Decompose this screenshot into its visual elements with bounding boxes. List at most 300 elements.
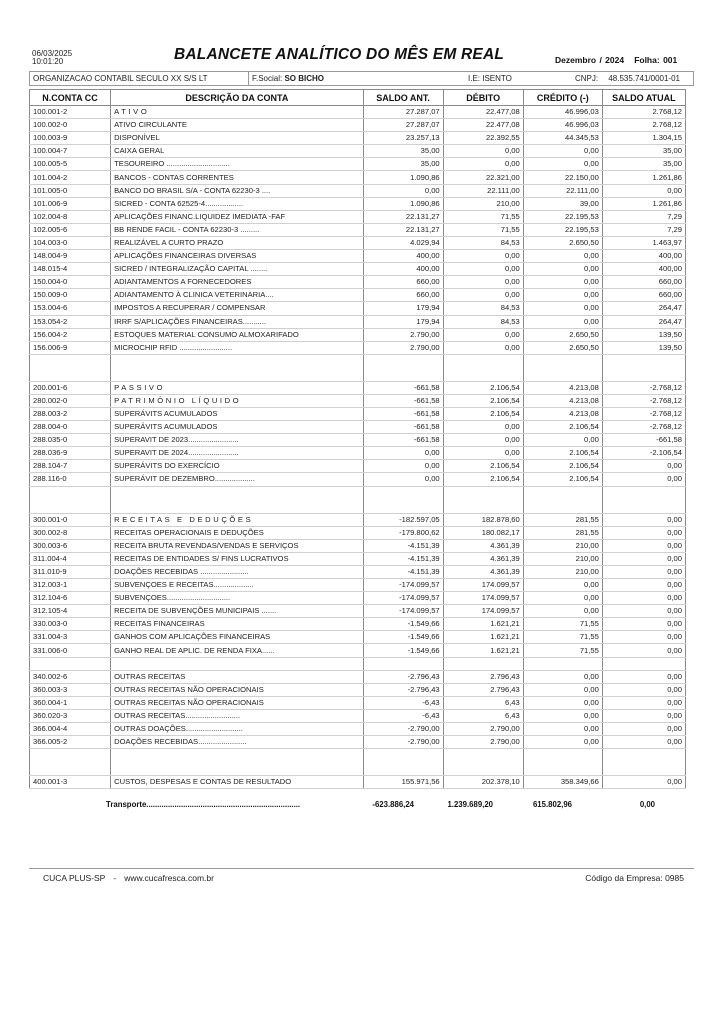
table-row (30, 158, 686, 171)
debit-cell: 174.099,57 (443, 592, 523, 605)
credit-cell: 39,00 (523, 197, 602, 210)
previous-balance-cell: 35,00 (363, 158, 443, 171)
credit-cell: 22.195,53 (523, 210, 602, 223)
current-balance-cell: 264,47 (602, 315, 685, 328)
account-cell: 311.004-4 (30, 552, 111, 565)
account-cell: 150.004-0 (30, 276, 111, 289)
current-balance-cell: 0,00 (602, 552, 685, 565)
table-row (30, 394, 686, 407)
debit-cell: 174.099,57 (443, 579, 523, 592)
account-cell: 102.004-8 (30, 210, 111, 223)
credit-cell: 0,00 (523, 722, 602, 735)
description-cell: OUTRAS RECEITAS.......................... (111, 709, 363, 722)
account-cell: 100.004-7 (30, 145, 111, 158)
credit-cell: 281,55 (523, 526, 602, 539)
previous-balance-cell: -661,58 (363, 421, 443, 434)
previous-balance-cell: 2.790,00 (363, 341, 443, 354)
table-row (30, 341, 686, 354)
description-cell: RECEITAS FINANCEIRAS (111, 618, 363, 631)
description-cell: SICRED / INTEGRALIZAÇÃO CAPITAL ........ (111, 263, 363, 276)
credit-cell: 2.106,54 (523, 460, 602, 473)
footer-company-code (585, 873, 684, 883)
debit-cell: 0,00 (443, 434, 523, 447)
previous-balance-cell: 0,00 (363, 447, 443, 460)
credit-cell: 0,00 (523, 263, 602, 276)
previous-balance-cell: 0,00 (363, 184, 443, 197)
debit-cell: 2.106,54 (443, 381, 523, 394)
table-row (30, 106, 686, 119)
current-balance-cell: 0,00 (602, 184, 685, 197)
credit-cell: 4.213,08 (523, 407, 602, 420)
spacer-cell (30, 354, 111, 381)
spacer-cell (523, 657, 602, 670)
account-cell: 331.006-0 (30, 644, 111, 657)
state-registration: I.E: ISENTO (468, 74, 512, 83)
credit-cell: 2.650,50 (523, 341, 602, 354)
description-cell: RECEITA BRUTA REVENDAS/VENDAS E SERVIÇOS (111, 539, 363, 552)
spacer-cell (363, 486, 443, 513)
previous-balance-cell: 4.029,94 (363, 236, 443, 249)
debit-cell: 2.790,00 (443, 736, 523, 749)
debit-cell: 6,43 (443, 696, 523, 709)
table-body (30, 106, 686, 789)
report-date: 06/03/2025 (32, 49, 73, 58)
debit-cell: 0,00 (443, 263, 523, 276)
credit-cell: 0,00 (523, 158, 602, 171)
previous-balance-cell: -2.790,00 (363, 736, 443, 749)
previous-balance-cell: 1.090,86 (363, 197, 443, 210)
account-cell: 300.003-6 (30, 539, 111, 552)
previous-balance-cell: -4.151,39 (363, 552, 443, 565)
account-cell: 400.001-3 (30, 776, 111, 789)
credit-cell: 0,00 (523, 434, 602, 447)
description-cell: APLICAÇÕES FINANCEIRAS DIVERSAS (111, 250, 363, 263)
debit-cell: 0,00 (443, 328, 523, 341)
current-balance-cell: 35,00 (602, 158, 685, 171)
debit-cell: 174.099,57 (443, 605, 523, 618)
table-row (30, 407, 686, 420)
spacer-cell (602, 749, 685, 776)
account-cell: 331.004-3 (30, 631, 111, 644)
current-balance-cell: 7,29 (602, 210, 685, 223)
previous-balance-cell: 179,94 (363, 302, 443, 315)
report-time: 10:01:20 (32, 57, 64, 66)
spacer-cell (443, 354, 523, 381)
credit-cell: 2.106,54 (523, 447, 602, 460)
column-header-credit: CRÉDITO (-) (523, 90, 602, 106)
account-cell: 100.003-9 (30, 132, 111, 145)
column-header-previous-balance: SALDO ANT. (363, 90, 443, 106)
table-row (30, 776, 686, 789)
current-balance-cell: 35,00 (602, 145, 685, 158)
credit-cell: 22.150,00 (523, 171, 602, 184)
debit-cell: 84,53 (443, 236, 523, 249)
description-cell: ESTOQUES MATERIAL CONSUMO ALMOXARIFADO (111, 328, 363, 341)
spacer-cell (523, 354, 602, 381)
previous-balance-cell: -4.151,39 (363, 565, 443, 578)
transport-label: Transporte....................................................................... (106, 800, 301, 809)
spacer-cell (363, 354, 443, 381)
table-row (30, 447, 686, 460)
current-balance-cell: 0,00 (602, 513, 685, 526)
spacer-cell (111, 749, 363, 776)
debit-cell: 0,00 (443, 447, 523, 460)
account-cell: 366.004-4 (30, 722, 111, 735)
spacer-row (30, 749, 686, 776)
description-cell: SUPERÁVIT DE DEZEMBRO................... (111, 473, 363, 486)
current-balance-cell: 2.768,12 (602, 119, 685, 132)
report-title: BALANCETE ANALÍTICO DO MÊS EM REAL (174, 46, 504, 63)
debit-cell: 182.878,60 (443, 513, 523, 526)
account-cell: 360.003-3 (30, 683, 111, 696)
current-balance-cell: 264,47 (602, 302, 685, 315)
table-row (30, 552, 686, 565)
credit-cell: 0,00 (523, 289, 602, 302)
previous-balance-cell: -4.151,39 (363, 539, 443, 552)
previous-balance-cell: 2.790,00 (363, 328, 443, 341)
current-balance-cell: 0,00 (602, 579, 685, 592)
table-row (30, 722, 686, 735)
debit-cell: 6,43 (443, 709, 523, 722)
spacer-cell (111, 657, 363, 670)
description-cell: GANHO REAL DE APLIC. DE RENDA FIXA...... (111, 644, 363, 657)
credit-cell: 46.996,03 (523, 119, 602, 132)
debit-cell: 84,53 (443, 302, 523, 315)
credit-cell: 281,55 (523, 513, 602, 526)
debit-cell: 71,55 (443, 223, 523, 236)
previous-balance-cell: 27.287,07 (363, 106, 443, 119)
table-row (30, 223, 686, 236)
credit-cell: 0,00 (523, 605, 602, 618)
current-balance-cell: 1.304,15 (602, 132, 685, 145)
debit-cell: 4.361,39 (443, 552, 523, 565)
current-balance-cell: 660,00 (602, 289, 685, 302)
debit-cell: 0,00 (443, 250, 523, 263)
spacer-cell (602, 657, 685, 670)
company-code-label: Código da Empresa: (585, 873, 663, 883)
credit-cell: 71,55 (523, 644, 602, 657)
description-cell: PASSIVO (111, 381, 363, 394)
social-name (252, 74, 324, 83)
credit-cell: 2.650,50 (523, 328, 602, 341)
table-row (30, 683, 686, 696)
debit-cell: 1.621,21 (443, 644, 523, 657)
previous-balance-cell: -6,43 (363, 709, 443, 722)
current-balance-cell: 400,00 (602, 250, 685, 263)
debit-cell: 1.621,21 (443, 618, 523, 631)
table-row (30, 526, 686, 539)
table-row (30, 460, 686, 473)
previous-balance-cell: 660,00 (363, 289, 443, 302)
description-cell: BANCOS - CONTAS CORRENTES (111, 171, 363, 184)
current-balance-cell: 139,50 (602, 341, 685, 354)
credit-cell: 2.650,50 (523, 236, 602, 249)
spacer-cell (111, 354, 363, 381)
table-row (30, 263, 686, 276)
credit-cell: 71,55 (523, 631, 602, 644)
debit-cell: 2.106,54 (443, 473, 523, 486)
table-row (30, 119, 686, 132)
debit-cell: 22.477,08 (443, 106, 523, 119)
current-balance-cell: 1.463,97 (602, 236, 685, 249)
current-balance-cell: -2.768,12 (602, 421, 685, 434)
spacer-cell (111, 486, 363, 513)
spacer-cell (30, 657, 111, 670)
description-cell: SUPERÁVITS ACUMULADOS (111, 407, 363, 420)
debit-cell: 2.106,54 (443, 394, 523, 407)
description-cell: SICRED - CONTA 62525-4.................. (111, 197, 363, 210)
spacer-cell (30, 486, 111, 513)
table-row (30, 709, 686, 722)
account-cell: 280.002-0 (30, 394, 111, 407)
account-cell: 288.004-0 (30, 421, 111, 434)
account-cell: 101.006-9 (30, 197, 111, 210)
current-balance-cell: 0,00 (602, 605, 685, 618)
account-cell: 101.004-2 (30, 171, 111, 184)
current-balance-cell: -2.768,12 (602, 394, 685, 407)
credit-cell: 210,00 (523, 552, 602, 565)
column-header-description: DESCRIÇÃO DA CONTA (111, 90, 363, 106)
social-label: F.Social: (252, 74, 283, 83)
organization-name: ORGANIZACAO CONTABIL SECULO XX S/S LT (33, 74, 208, 83)
account-cell: 100.002-0 (30, 119, 111, 132)
transport-totals-row (0, 800, 724, 812)
previous-balance-cell: -1.549,66 (363, 644, 443, 657)
cnpj (575, 74, 680, 83)
table-row (30, 592, 686, 605)
company-code-value: 0985 (665, 873, 684, 883)
transport-current-balance: 0,00 (639, 800, 655, 809)
current-balance-cell: 0,00 (602, 565, 685, 578)
description-cell: BB RENDE FACIL - CONTA 62230-3 ......... (111, 223, 363, 236)
table-row (30, 381, 686, 394)
current-balance-cell: 0,00 (602, 631, 685, 644)
spacer-row (30, 657, 686, 670)
spacer-cell (602, 486, 685, 513)
credit-cell: 210,00 (523, 565, 602, 578)
balance-table (29, 89, 686, 789)
credit-cell: 0,00 (523, 592, 602, 605)
cnpj-label: CNPJ: (575, 74, 599, 83)
table-row (30, 236, 686, 249)
spacer-cell (523, 486, 602, 513)
description-cell: SUPERÁVITS DO EXERCÍCIO (111, 460, 363, 473)
table-row (30, 618, 686, 631)
table-row (30, 539, 686, 552)
organization-divider (248, 72, 249, 85)
description-cell: SUPERÁVITS ACUMULADOS (111, 421, 363, 434)
table-row (30, 210, 686, 223)
previous-balance-cell: -174.099,57 (363, 592, 443, 605)
current-balance-cell: 0,00 (602, 618, 685, 631)
cnpj-value: 48.535.741/0001-01 (608, 74, 680, 83)
account-cell: 153.054-2 (30, 315, 111, 328)
previous-balance-cell: 35,00 (363, 145, 443, 158)
table-row (30, 421, 686, 434)
description-cell: CAIXA GERAL (111, 145, 363, 158)
current-balance-cell: 0,00 (602, 460, 685, 473)
description-cell: PATRIMÔNIO LÍQUIDO (111, 394, 363, 407)
table-row (30, 644, 686, 657)
debit-cell: 0,00 (443, 158, 523, 171)
spacer-cell (523, 749, 602, 776)
current-balance-cell: 7,29 (602, 223, 685, 236)
credit-cell: 0,00 (523, 736, 602, 749)
previous-balance-cell: -661,58 (363, 407, 443, 420)
credit-cell: 4.213,08 (523, 394, 602, 407)
description-cell: GANHOS COM APLICAÇÕES FINANCEIRAS (111, 631, 363, 644)
current-balance-cell: 0,00 (602, 539, 685, 552)
previous-balance-cell: 22.131,27 (363, 223, 443, 236)
current-balance-cell: 2.768,12 (602, 106, 685, 119)
account-cell: 104.003-0 (30, 236, 111, 249)
column-header-debit: DÉBITO (443, 90, 523, 106)
current-balance-cell: 0,00 (602, 670, 685, 683)
previous-balance-cell: 400,00 (363, 250, 443, 263)
footer-separator: - (113, 873, 117, 883)
report-datetime (32, 50, 72, 66)
credit-cell: 0,00 (523, 315, 602, 328)
debit-cell: 84,53 (443, 315, 523, 328)
description-cell: APLICAÇÕES FINANC.LIQUIDEZ IMEDIATA -FAF (111, 210, 363, 223)
spacer-row (30, 486, 686, 513)
description-cell: SUPERAVIT DE 2024........................ (111, 447, 363, 460)
table-row (30, 184, 686, 197)
table-row (30, 315, 686, 328)
debit-cell: 0,00 (443, 421, 523, 434)
spacer-cell (363, 749, 443, 776)
previous-balance-cell: 0,00 (363, 460, 443, 473)
description-cell: ATIVO (111, 106, 363, 119)
current-balance-cell: 0,00 (602, 776, 685, 789)
social-value: SO BICHO (284, 74, 325, 83)
previous-balance-cell: -661,58 (363, 381, 443, 394)
table-row (30, 328, 686, 341)
credit-cell: 358.349,66 (523, 776, 602, 789)
account-cell: 300.001-0 (30, 513, 111, 526)
current-balance-cell: 660,00 (602, 276, 685, 289)
description-cell: OUTRAS RECEITAS NÃO OPERACIONAIS (111, 683, 363, 696)
description-cell: IMPOSTOS A RECUPERAR / COMPENSAR (111, 302, 363, 315)
table-row (30, 132, 686, 145)
spacer-cell (30, 749, 111, 776)
table-row (30, 276, 686, 289)
account-cell: 360.020-3 (30, 709, 111, 722)
account-cell: 156.006-9 (30, 341, 111, 354)
credit-cell: 0,00 (523, 145, 602, 158)
table-row (30, 579, 686, 592)
account-cell: 101.005-0 (30, 184, 111, 197)
current-balance-cell: 0,00 (602, 526, 685, 539)
current-balance-cell: 400,00 (602, 263, 685, 276)
previous-balance-cell: -661,58 (363, 394, 443, 407)
table-row (30, 670, 686, 683)
account-cell: 340.002-6 (30, 670, 111, 683)
table-row (30, 250, 686, 263)
description-cell: REALIZÁVEL A CURTO PRAZO (111, 236, 363, 249)
account-cell: 153.004-6 (30, 302, 111, 315)
debit-cell: 1.621,21 (443, 631, 523, 644)
current-balance-cell: 0,00 (602, 696, 685, 709)
spacer-cell (602, 354, 685, 381)
description-cell: CUSTOS, DESPESAS E CONTAS DE RESULTADO (111, 776, 363, 789)
credit-cell: 0,00 (523, 696, 602, 709)
debit-cell: 0,00 (443, 145, 523, 158)
description-cell: TESOUREIRO .............................. (111, 158, 363, 171)
credit-cell: 0,00 (523, 250, 602, 263)
debit-cell: 2.106,54 (443, 460, 523, 473)
credit-cell: 22.195,53 (523, 223, 602, 236)
previous-balance-cell: 1.090,86 (363, 171, 443, 184)
credit-cell: 44.345,53 (523, 132, 602, 145)
debit-cell: 2.106,54 (443, 407, 523, 420)
previous-balance-cell: -2.790,00 (363, 722, 443, 735)
description-cell: RECEITA DE SUBVENÇÕES MUNICIPAIS ....... (111, 605, 363, 618)
credit-cell: 0,00 (523, 276, 602, 289)
report-period (555, 55, 677, 65)
spacer-row (30, 354, 686, 381)
column-header-account: N.CONTA CC (30, 90, 111, 106)
spacer-cell (443, 657, 523, 670)
account-cell: 288.104-7 (30, 460, 111, 473)
description-cell: OUTRAS DOAÇÕES........................... (111, 722, 363, 735)
credit-cell: 0,00 (523, 709, 602, 722)
previous-balance-cell: -2.796,43 (363, 670, 443, 683)
account-cell: 312.003-1 (30, 579, 111, 592)
sheet-label: Folha: (634, 55, 660, 65)
previous-balance-cell: -6,43 (363, 696, 443, 709)
debit-cell: 2.796,43 (443, 683, 523, 696)
previous-balance-cell: -2.796,43 (363, 683, 443, 696)
previous-balance-cell: -661,58 (363, 434, 443, 447)
credit-cell: 0,00 (523, 670, 602, 683)
table-row (30, 197, 686, 210)
account-cell: 312.105-4 (30, 605, 111, 618)
description-cell: RECEITAS DE ENTIDADES S/ FINS LUCRATIVOS (111, 552, 363, 565)
description-cell: DISPONÍVEL (111, 132, 363, 145)
debit-cell: 4.361,39 (443, 539, 523, 552)
credit-cell: 0,00 (523, 683, 602, 696)
organization-bar (29, 71, 694, 86)
current-balance-cell: 0,00 (602, 709, 685, 722)
table-row (30, 473, 686, 486)
previous-balance-cell: 22.131,27 (363, 210, 443, 223)
account-cell: 330.003-0 (30, 618, 111, 631)
column-header-current-balance: SALDO ATUAL (602, 90, 685, 106)
account-cell: 312.104-6 (30, 592, 111, 605)
debit-cell: 22.321,00 (443, 171, 523, 184)
description-cell: BANCO DO BRASIL S/A - CONTA 62230-3 .... (111, 184, 363, 197)
account-cell: 288.035-0 (30, 434, 111, 447)
table-row (30, 145, 686, 158)
table-row (30, 513, 686, 526)
description-cell: RECEITAS E DEDUÇÕES (111, 513, 363, 526)
previous-balance-cell: 155.971,56 (363, 776, 443, 789)
account-cell: 100.005-5 (30, 158, 111, 171)
account-cell: 366.005-2 (30, 736, 111, 749)
account-cell: 150.009-0 (30, 289, 111, 302)
credit-cell: 0,00 (523, 579, 602, 592)
debit-cell: 2.796,43 (443, 670, 523, 683)
table-row (30, 302, 686, 315)
sheet-number: 001 (663, 55, 678, 65)
current-balance-cell: 0,00 (602, 736, 685, 749)
software-website: www.cucafresca.com.br (124, 873, 214, 883)
current-balance-cell: 0,00 (602, 683, 685, 696)
debit-cell: 22.111,00 (443, 184, 523, 197)
debit-cell: 202.378,10 (443, 776, 523, 789)
previous-balance-cell: 27.287,07 (363, 119, 443, 132)
